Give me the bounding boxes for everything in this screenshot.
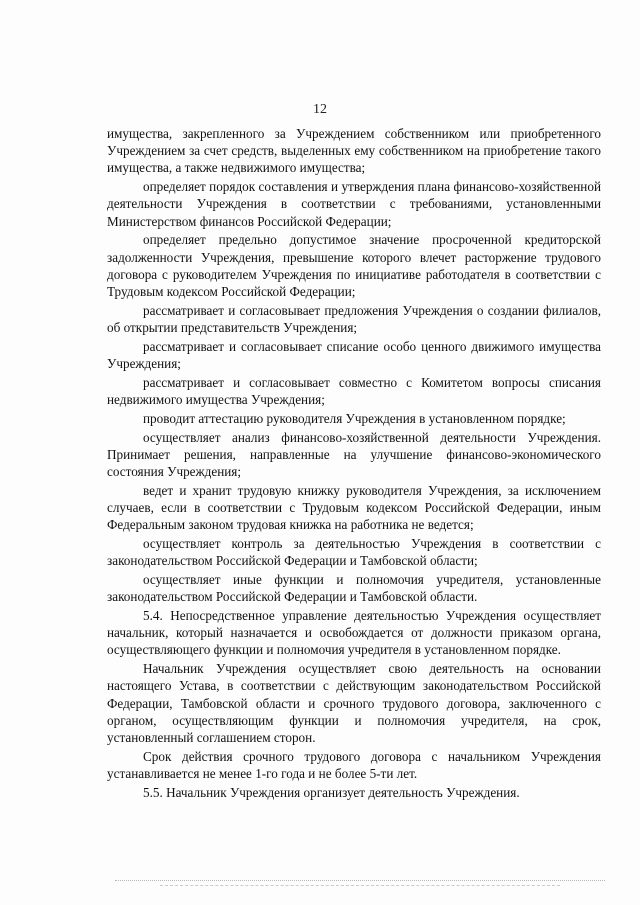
paragraph-section-5-5: 5.5. Начальник Учреждения организует деятельность Учреждения. — [143, 784, 520, 800]
page-number: 12 — [313, 102, 327, 117]
paragraph: осуществляет анализ финансово-хозяйственной деятельности Учреждения. Принимает решения, направленные на улучшение финансово-экономического состояния Учреждения; — [107, 429, 601, 480]
paragraph: Начальник Учреждения осуществляет свою деятельность на основании настоящего Устава, в соответствии с действующим законодательством Российской Федерации, Тамбовской области и срочного трудового договора, заключенного с органом, осуществляющим функции и полномочия учредителя, на срок, установленный соглашением сторон. — [107, 661, 601, 746]
paragraph: рассматривает и согласовывает списание особо ценного движимого имущества Учреждения; — [107, 338, 601, 372]
paragraph: ведет и хранит трудовую книжку руководителя Учреждения, за исключением случаев, если в соответствии с Трудовым кодексом Российской Федерации, иным Федеральным законом трудовая книжка на работника не ведется; — [107, 482, 601, 533]
paragraph: Срок действия срочного трудового договора с начальником Учреждения устанавливается не менее 1-го года и не более 5-ти лет. — [107, 748, 601, 782]
document-body — [107, 125, 601, 803]
paragraph: осуществляет иные функции и полномочия учредителя, установленные законодательством Российской Федерации и Тамбовской области. — [107, 572, 601, 605]
paragraph: определяет предельно допустимое значение просроченной кредиторской задолженности Учреждения, превышение которого влечет расторжение трудового договора с руководителем Учреждения по инициативе работодателя в соответствии с Трудовым кодексом Российской Федерации; — [107, 232, 601, 300]
paragraph: определяет порядок составления и утверждения плана финансово-хозяйственной деятельности Учреждения в соответствии с требованиями, установленными Министерством финансов Российской Федерации; — [107, 179, 601, 229]
paragraph: рассматривает и согласовывает совместно с Комитетом вопросы списания недвижимого имущества Учреждения; — [107, 374, 601, 408]
scan-artifact-line — [160, 885, 560, 890]
paragraph: осуществляет контроль за деятельностью Учреждения в соответствии с законодательством Российской Федерации и Тамбовской области; — [107, 536, 601, 569]
paragraph: проводит аттестацию руководителя Учреждения в установленном порядке; — [143, 410, 566, 426]
paragraph-continuation: имущества, закрепленного за Учреждением собственником или приобретенного Учреждением за счет средств, выделенных ему собственником на приобретение такого имущества, а также недвижимого имущества; — [107, 126, 601, 176]
paragraph: рассматривает и согласовывает предложения Учреждения о создании филиалов, об открытии представительств Учреждения; — [107, 302, 601, 336]
paragraph-section-5-4: 5.4. Непосредственное управление деятельностью Учреждения осуществляет начальник, который назначается и освобождается от должности приказом органа, осуществляющего функции и полномочия учредителя в установленном порядке. — [107, 608, 601, 658]
